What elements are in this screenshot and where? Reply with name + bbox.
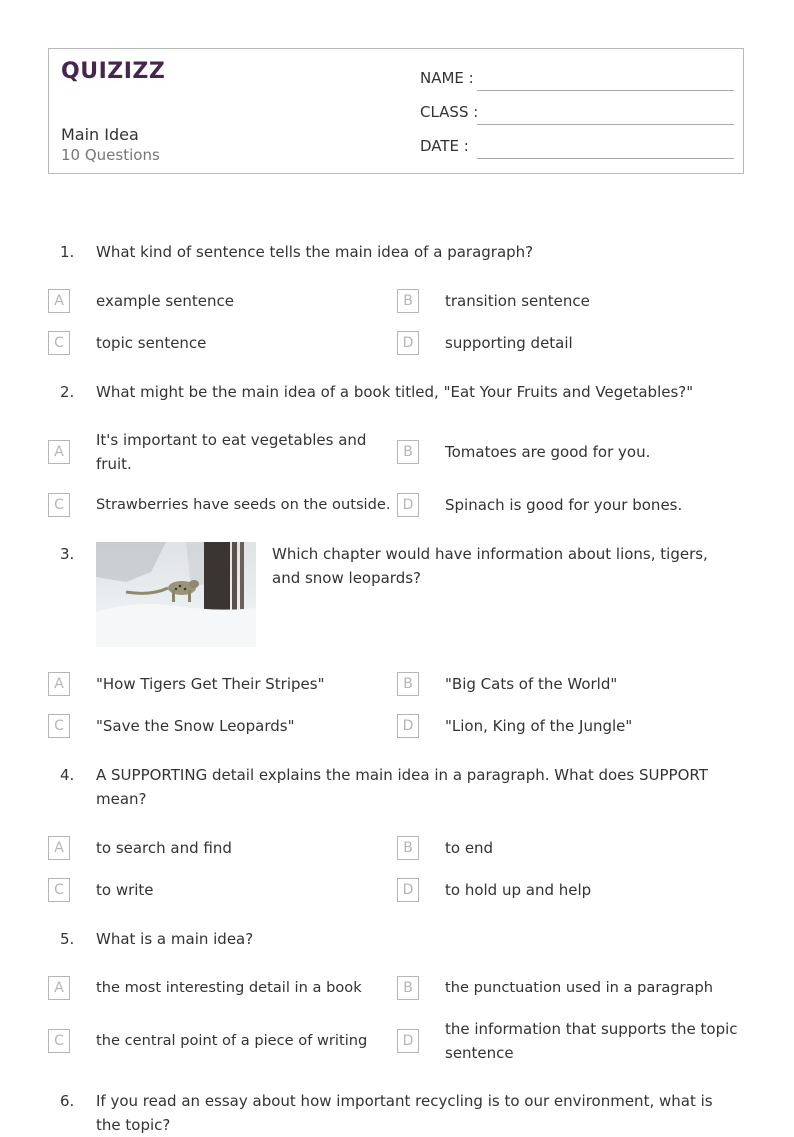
question-text: What is a main idea? [96, 930, 254, 948]
question-text: What might be the main idea of a book titled, "Eat Your Fruits and Vegetables?" [96, 383, 694, 401]
name-label: NAME : [420, 69, 474, 87]
option-b-box[interactable]: B [397, 976, 419, 1000]
option-d-box[interactable]: D [397, 714, 419, 738]
option-d-text: supporting detail [445, 334, 573, 352]
option-a-text: the most interesting detail in a book [96, 979, 362, 996]
option-a-text: It's important to eat vegetables and fruit. [96, 431, 367, 473]
option-a-box[interactable]: A [48, 440, 70, 464]
question-number: 3. [60, 545, 75, 563]
option-c-text: the central point of a piece of writing [96, 1032, 368, 1049]
option-d-text: the information that supports the topic sentence [445, 1020, 738, 1062]
option-a-text: to search and find [96, 839, 232, 857]
option-c-text: to write [96, 881, 154, 899]
option-b-text: "Big Cats of the World" [445, 675, 618, 693]
option-a-text: example sentence [96, 292, 234, 310]
option-d-box[interactable]: D [397, 1029, 419, 1053]
date-field[interactable] [420, 117, 734, 155]
option-c-text: Strawberries have seeds on the outside. [96, 496, 391, 513]
snow-leopard-image [96, 542, 256, 647]
question-number: 1. [60, 243, 75, 261]
option-d-text: Spinach is good for your bones. [445, 496, 683, 514]
question-number: 2. [60, 383, 75, 401]
option-c-box[interactable]: C [48, 1029, 70, 1053]
question-text: Which chapter would have information about lions, tigers, and snow leopards? [272, 545, 708, 587]
date-label: DATE : [420, 137, 469, 155]
option-c-box[interactable]: C [48, 493, 70, 517]
option-d-text: to hold up and help [445, 881, 592, 899]
option-d-box[interactable]: D [397, 878, 419, 902]
option-a-box[interactable]: A [48, 672, 70, 696]
worksheet-title: Main Idea [61, 125, 139, 144]
option-c-box[interactable]: C [48, 878, 70, 902]
option-c-box[interactable]: C [48, 331, 70, 355]
option-b-text: the punctuation used in a paragraph [445, 979, 714, 996]
worksheet-header [48, 48, 744, 174]
question-number: 4. [60, 766, 75, 784]
option-d-text: "Lion, King of the Jungle" [445, 717, 633, 735]
option-a-text: "How Tigers Get Their Stripes" [96, 675, 325, 693]
option-b-text: transition sentence [445, 292, 590, 310]
class-field[interactable] [420, 83, 734, 121]
option-d-box[interactable]: D [397, 493, 419, 517]
question-number: 6. [60, 1092, 75, 1110]
option-a-box[interactable]: A [48, 976, 70, 1000]
name-field[interactable] [420, 49, 734, 87]
question-number: 5. [60, 930, 75, 948]
question-count: 10 Questions [61, 146, 160, 164]
option-b-box[interactable]: B [397, 289, 419, 313]
quizizz-logo: QUIZIZZ [61, 59, 166, 84]
option-b-text: Tomatoes are good for you. [445, 443, 651, 461]
option-c-text: topic sentence [96, 334, 207, 352]
option-b-box[interactable]: B [397, 836, 419, 860]
question-text: What kind of sentence tells the main idea of a paragraph? [96, 243, 534, 261]
option-d-box[interactable]: D [397, 331, 419, 355]
option-c-text: "Save the Snow Leopards" [96, 717, 295, 735]
option-b-box[interactable]: B [397, 672, 419, 696]
option-a-box[interactable]: A [48, 836, 70, 860]
question-text: If you read an essay about how important recycling is to our environment, what is the topic? [96, 1092, 713, 1134]
option-b-box[interactable]: B [397, 440, 419, 464]
question-text: A SUPPORTING detail explains the main idea in a paragraph. What does SUPPORT mean? [96, 766, 708, 808]
option-a-box[interactable]: A [48, 289, 70, 313]
option-b-text: to end [445, 839, 494, 857]
option-c-box[interactable]: C [48, 714, 70, 738]
class-label: CLASS : [420, 103, 479, 121]
date-line[interactable] [477, 158, 734, 159]
